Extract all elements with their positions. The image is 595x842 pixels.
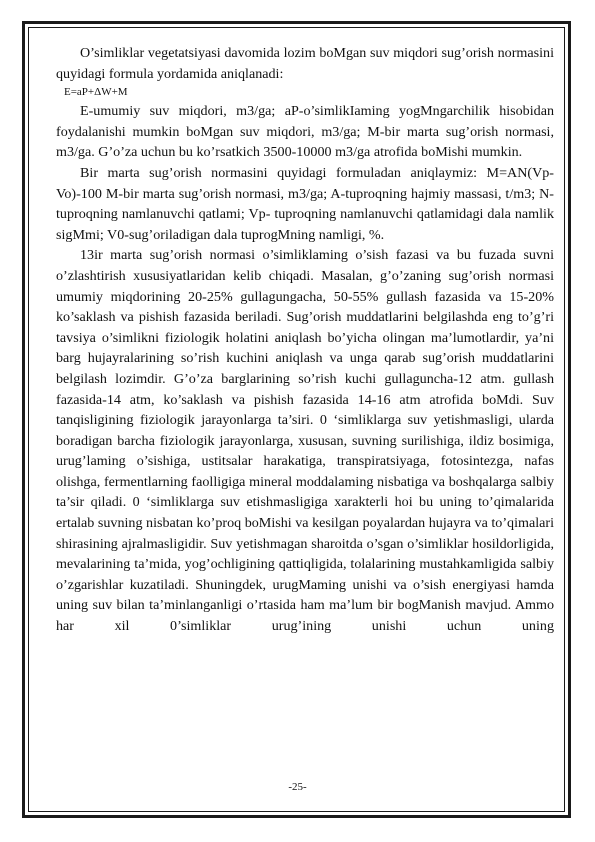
paragraph-definitions: E-umumiy suv miqdori, m3/ga; aP-o’simlikIaming yogMngarchilik hisobidan foydalanishi mumkin boMgan suv miqdori, m3/ga; M-bir marta sug’orish normasi, m3/ga. G’o’za uchun bu ko’rsatkich 3500-10000 m3/ga atrofida boMishi mumkin. [56,103,554,161]
paragraph-intro: O’simliklar vegetatsiyasi davomida lozim boMgan suv miqdori sug’orish normasini quyidagi formula yordamida aniqlanadi: [56,45,554,82]
paragraph-irrigation-phases: 13ir marta sug’orish normasi o’simliklaming o’sish fazasi va bu fuzada suvni o’zlashtirish xususiyatlaridan kelib chiqadi. Masalan, g’o’zaning sug’orish normasi umumiy miqdorining 20-25% gullagungacha, 50-55% gullash fazasida va 15-20% ko’saklash va pishish fazasida beriladi. Sug’orish muddatlarini belgilashda eng to’g’ri tavsiya o’simlikni fiziologik holatini aniqlash bo’yicha olingan ma’lumotlardir, ya’ni barg hujayralarining so’rish kuchini aniqlash va unga qarab sug’orish muddatlarini belgilash lozimdir. G’o’za barglarining so’rish kuchi gullaguncha-12 atm. gullash fazasida-14 atm, ko’saklash va pishish fazasida 14-16 atm atrofida boMdi. Suv tanqisligining fiziologik jarayonlarga ta’siri. 0 ‘simliklarga suv yetishmasligi, ularda boradigan barcha fiziologik jarayonlarga, xususan, suvning surilishiga, ildiz bosimiga, urug’laming o’sishiga, ustitsalar harakatiga, transpiratsiyaga, fotosintezga, nafas olishga, fermentlarning faolligiga mineral moddalaming nisbatiga va boshqalarga salbiy ta’sir qiladi. 0 ‘simliklarga suv etishmasligiga xarakterli hoi bu uning to’qimalarida ertalab suvning nisbatan ko’proq boMishi va kesilgan poyalardan hujayra va to’qimalari shirasining ajralmasligidir. Suv yetishmagan sharoitda o’sgan o’simliklar hosildorligida, mevalarining ta’mida, yog’ochligining qattiqligida, tolalarining mustahkamligida salbiy o’zgarishlar kuzatiladi. Shuningdek, urugMaming unishi va o’sish energiyasi hamda uning suv bilan ta’minlanganligi o’rtasida ham ma’lum bir bogManish mavjud. Ammo har xil 0’simliklar urug’ining unishi uchun uning [56,247,554,635]
page-content [56,43,554,637]
page-number: -25- [288,781,307,793]
formula: E=aP+ΔW+M [64,86,128,99]
paragraph-irrigation-norm: Bir marta sug’orish normasini quyidagi formuladan aniqlaymiz: M=AN(Vp-Vo)-100 M-bir marta sug’orish normasi, m3/ga; A-tuproqning hajmiy massasi, t/m3; N-tuproqning namlanuvchi qatlami; Vp- tuproqning namlanuvchi qatlamidagi dala namlik sigMmi; V0-sug’oriladigan dala tuprogMning namligi, %. [56,164,554,243]
